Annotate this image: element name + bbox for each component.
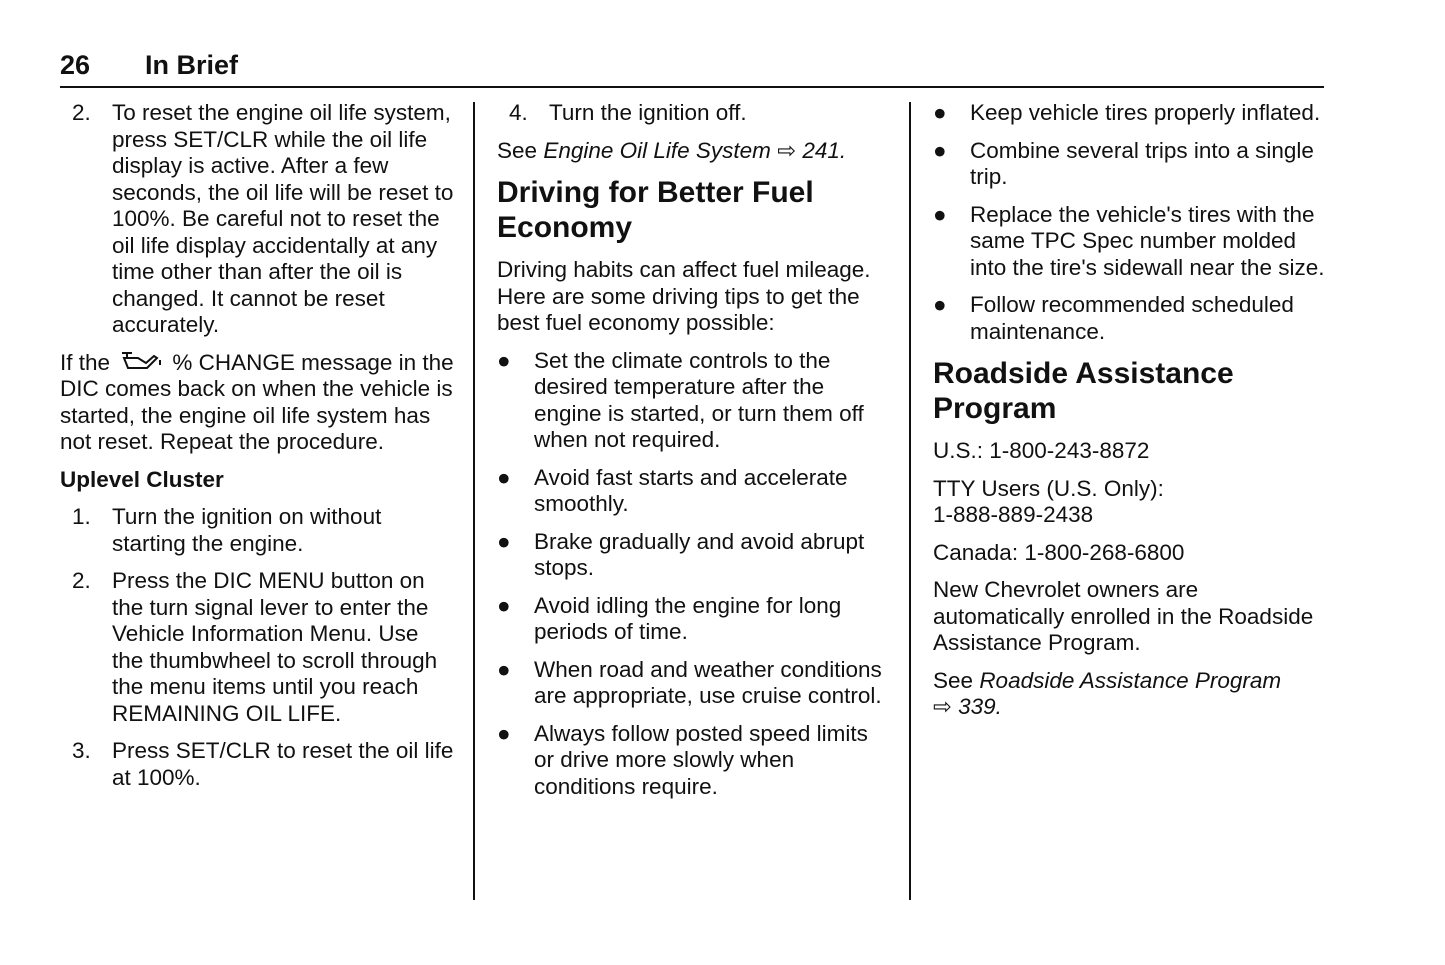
- column-middle: [497, 100, 882, 811]
- list-item: ● Replace the vehicle's tires with the same TPC Spec number molded into the tire's sidewall near the size.: [933, 201, 1325, 280]
- bullet-icon: ●: [933, 292, 947, 317]
- section-title: In Brief: [145, 50, 239, 80]
- list-item: ● Set the climate controls to the desired temperature after the engine is started, or turn them off when not required.: [497, 347, 864, 452]
- list-item: ● Avoid idling the engine for long periods of time.: [497, 592, 842, 644]
- oil-can-icon: [120, 350, 164, 372]
- bullet-icon: ●: [497, 656, 511, 682]
- bullet-icon: ●: [497, 464, 511, 490]
- cross-reference: See Engine Oil Life System ⇨ 241.: [497, 137, 847, 163]
- intro-paragraph: Driving habits can affect fuel mileage. Here are some driving tips to get the best fuel economy possible:: [497, 257, 871, 335]
- section-heading: Driving for Better Fuel Economy: [497, 176, 814, 244]
- list-item: ● Combine several trips into a single trip.: [933, 137, 1314, 189]
- bullet-icon: ●: [497, 592, 511, 618]
- arrow-icon: ⇨: [933, 694, 952, 719]
- column-divider: [473, 102, 475, 900]
- list-item: ● Brake gradually and avoid abrupt stops.: [497, 528, 865, 580]
- subheading: Uplevel Cluster: [60, 466, 224, 492]
- arrow-icon: ⇨: [777, 137, 797, 163]
- list-item: 4. Turn the ignition off.: [509, 100, 747, 125]
- list-item: 1. Turn the ignition on without starting the engine.: [72, 504, 382, 556]
- column-right: [933, 100, 1325, 732]
- bullet-icon: ●: [497, 347, 511, 373]
- list-item: ● Follow recommended scheduled maintenance.: [933, 292, 1294, 344]
- reference-link[interactable]: Roadside Assistance Program: [979, 667, 1282, 693]
- reference-link[interactable]: Engine Oil Life System: [543, 137, 771, 163]
- cross-reference: See Roadside Assistance Program ⇨ 339.: [933, 667, 1282, 719]
- list-item: ● Keep vehicle tires properly inflated.: [933, 100, 1321, 125]
- page-number: 26: [60, 50, 91, 80]
- running-header: [60, 50, 238, 81]
- bullet-icon: ●: [497, 720, 511, 746]
- canada-phone: Canada: 1-800-268-6800: [933, 539, 1185, 565]
- oil-change-paragraph: If the % CHANGE message in the DIC comes back on when the vehicle is started, the engine oil life system has not reset. Repeat the procedure.: [60, 349, 454, 454]
- owners-paragraph: New Chevrolet owners are automatically enrolled in the Roadside Assistance Program.: [933, 577, 1314, 655]
- bullet-icon: ●: [497, 528, 511, 554]
- list-item: 3. Press SET/CLR to reset the oil life at 100%.: [72, 738, 454, 790]
- bullet-icon: ●: [933, 100, 947, 125]
- section-heading: Roadside Assistance Program: [933, 357, 1234, 425]
- column-divider: [909, 102, 911, 900]
- list-item: 2. Press the DIC MENU button on the turn signal lever to enter the Vehicle Information Menu. Use the thumbwheel to scroll through the menu items until you reach REMAINING OIL LIFE.: [72, 568, 438, 726]
- list-item: ● Always follow posted speed limits or drive more slowly when conditions require.: [497, 720, 868, 799]
- list-item: ● When road and weather conditions are appropriate, use cruise control.: [497, 656, 882, 708]
- list-item: ● Avoid fast starts and accelerate smoothly.: [497, 464, 848, 516]
- header-rule: [60, 86, 1324, 88]
- bullet-icon: ●: [933, 201, 947, 227]
- bullet-icon: ●: [933, 137, 947, 163]
- us-phone: U.S.: 1-800-243-8872: [933, 438, 1150, 463]
- column-left: [60, 100, 455, 802]
- list-item: 2. To reset the engine oil life system, press SET/CLR while the oil life display is active. After a few seconds, the oil life will be reset to 100%. Be careful not to reset the oil life display accidentally at any time other than after the oil is changed. It cannot be reset accurately.: [72, 100, 454, 337]
- tty-phone: TTY Users (U.S. Only): 1-888-889-2438: [933, 475, 1164, 527]
